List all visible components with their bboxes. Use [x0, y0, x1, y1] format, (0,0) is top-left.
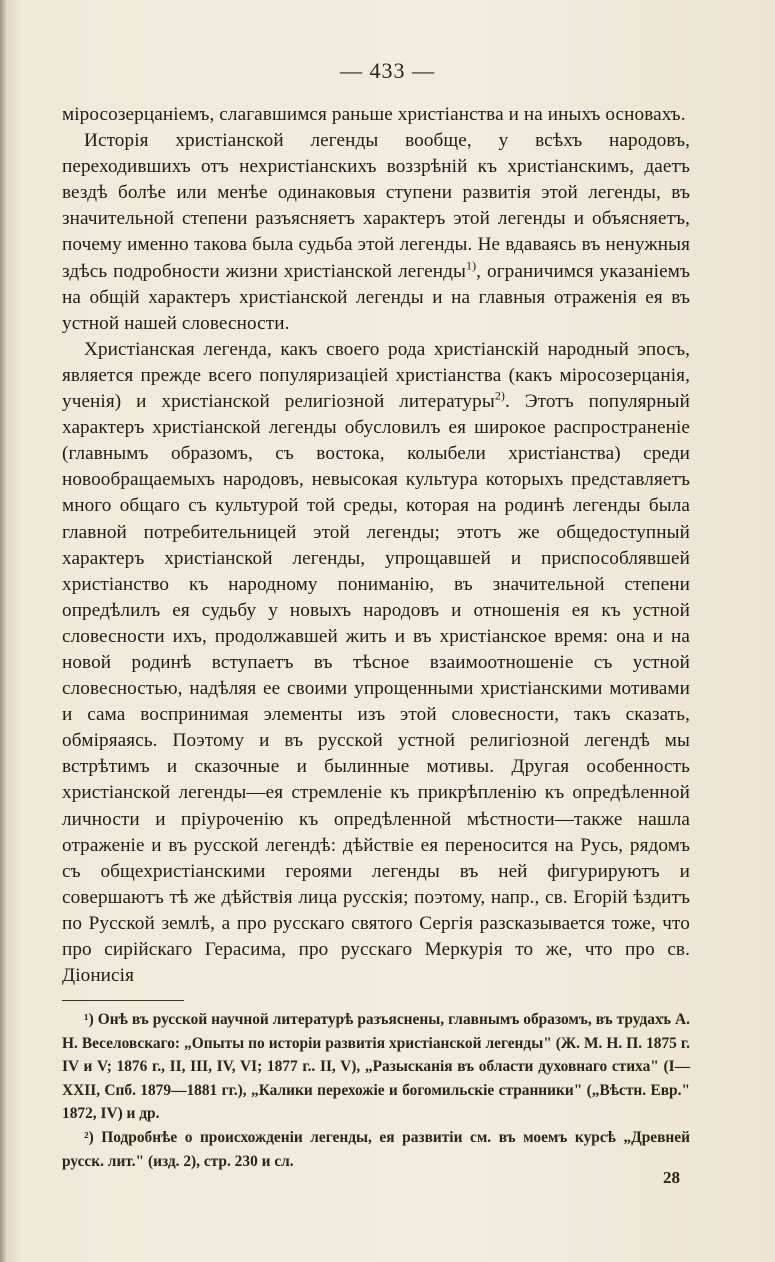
footnote-divider [62, 1000, 184, 1001]
paragraph-3 [62, 337, 690, 989]
book-spine-edge [0, 0, 6, 1262]
footnote-1: ¹) Онѣ въ русской научной литературѣ разъяснены, главнымъ образомъ, въ трудахъ А. Н. Веселовскаго: „Опыты по исторіи развитія христіанской легенды" (Ж. М. Н. П. 1875 г. IV и V; 1876 г., II, III, IV, VI; 1877 г.. II, V), „Разысканія въ области духовнаго стиха" (I—XXII, Спб. 1879—1881 гг.), „Калики перехожіе и богомильскіе странники" („Вѣстн. Евр." 1872, IV) и др. [62, 1011, 690, 1123]
paragraph-3-tail: . Этотъ популярный характеръ христіанской легенды обусловилъ ея широкое распространеніе (главнымъ образомъ, съ востока, колыбели христіанства) среди новообращаемыхъ народовъ, невысокая культура которыхъ представляетъ много общаго съ культурой той среды, которая на родинѣ легенды была главной потребительницей этой легенды; этотъ же общедоступный характеръ христіанской легенды, упрощавшей и приспособлявшей христіанство къ народному пониманію, въ значительной степени опредѣлилъ ея судьбу у новыхъ народовъ и отношенія ея къ устной словесности ихъ, продолжавшей жить и въ христіанское время: она и на новой родинѣ вступаетъ въ тѣсное взаимоотношеніе съ устной словесностью, надѣляя ее своими упрощенными христіанскими мотивами и сама воспринимая элементы изъ этой словесности, такъ сказать, обміряаясь. Поэтому и въ русской устной религіозной легендѣ мы встрѣтимъ и сказочные и былинные мотивы. Другая особенность христіанской легенды—ея стремленіе къ прикрѣпленію къ опредѣленной личности и пріуроченію къ опредѣленной мѣстности—также нашла отраженіе и въ русской легендѣ: дѣйствіе ея переносится на Русь, рядомъ съ общехристіанскими героями легенды въ ней фигурируютъ и совершаютъ тѣ же дѣйствія лица русскія; поэтому, напр., св. Егорій ѣздитъ по Русской землѣ, а про русскаго святого Сергія разсказывается тоже, что про сирійскаго Герасима, про русскаго Меркурія то же, что про св. Діонисія [62, 391, 690, 987]
paragraph-2 [62, 128, 690, 337]
signature-mark: 28 [663, 1168, 680, 1187]
paragraph-2-text: Исторія христіанской легенды вообще, у всѣхъ народовъ, переходившихъ отъ нехристіанскихъ воззрѣній къ христіанскимъ, даетъ вездѣ болѣе или менѣе одинаковыя ступени развитія этой легенды, въ значительной степени разъясняетъ характеръ этой легенды и объясняетъ, почему именно такова была судьба этой легенды. Не вдаваясь въ ненужныя здѣсь подробности жизни христіанской легенды [62, 130, 690, 282]
footnotes [62, 1008, 690, 1173]
paragraph-2-tail: , ограничимся указаніемъ на общій характеръ христіанской легенды и на главныя отраженія ея въ устной нашей словесности. [62, 260, 690, 334]
footnote-ref-1: 1) [465, 258, 477, 273]
paragraph-3-text: Христіанская легенда, какъ своего рода христіанскій народный эпосъ, является прежде всего популяризаціей христіанства (какъ міросозерцанія, ученія) и христіанской религіозной литературы [62, 338, 690, 413]
main-text [62, 102, 690, 989]
paragraph-1: міросозерцаніемъ, слагавшимся раньше христіанства и на иныхъ основахъ. [62, 104, 686, 125]
footnote-2: ²) Подробнѣе о происхожденіи легенды, ея развитіи см. въ моемъ курсѣ „Древней русск. лит." (изд. 2), стр. 230 и сл. [62, 1128, 690, 1170]
footnote-ref-2: 2) [494, 388, 506, 403]
page-number-header: — 433 — [340, 58, 435, 83]
